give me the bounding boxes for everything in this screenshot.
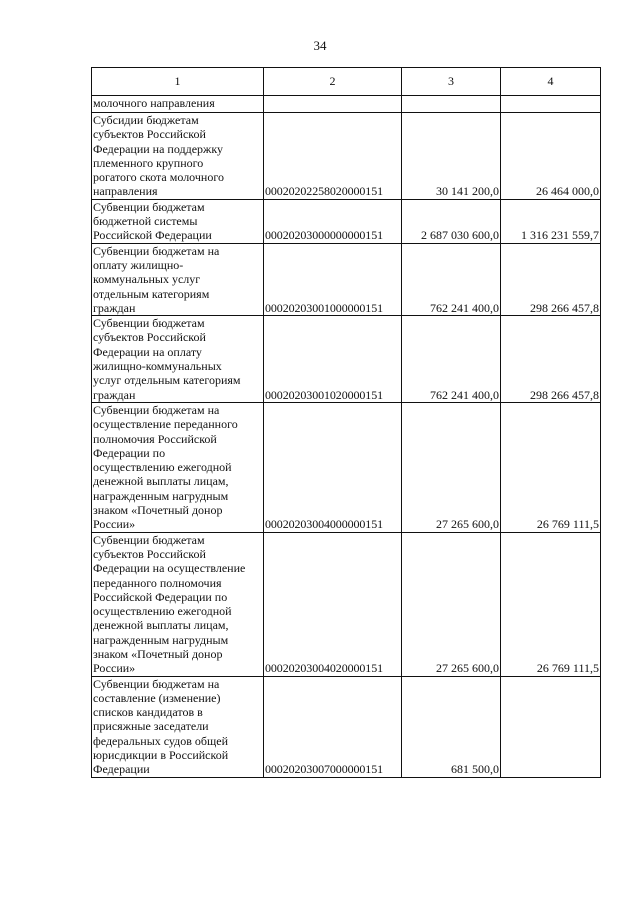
empty-cell [402, 96, 501, 113]
row-value-col4: 26 464 000,0 [501, 113, 601, 200]
row-value-col4: 298 266 457,8 [501, 243, 601, 315]
table-row [92, 316, 601, 403]
table-row [92, 676, 601, 777]
row-value-col3: 762 241 400,0 [402, 316, 501, 403]
budget-table [91, 67, 601, 778]
table-row [92, 402, 601, 532]
row-value-col3: 27 265 600,0 [402, 402, 501, 532]
row-code: 00020203000000000151 [264, 199, 402, 243]
column-header-2: 2 [264, 68, 402, 96]
row-code: 00020203001000000151 [264, 243, 402, 315]
row-value-col4 [501, 676, 601, 777]
row-value-col4: 26 769 111,5 [501, 402, 601, 532]
row-code: 00020203001020000151 [264, 316, 402, 403]
row-code: 00020203004000000151 [264, 402, 402, 532]
column-header-3: 3 [402, 68, 501, 96]
table-row [92, 243, 601, 315]
continuation-row [92, 96, 601, 113]
row-name: Субвенции бюджетам субъектов Российской Федерации на оплату жилищно-коммунальных услуг отдельным категориям граждан [92, 316, 264, 403]
table-row [92, 113, 601, 200]
empty-cell [501, 96, 601, 113]
row-name: Субвенции бюджетам на составление (изменение) списков кандидатов в присяжные заседатели федеральных судов общей юрисдикции в Российской Федерации [92, 676, 264, 777]
row-value-col3: 681 500,0 [402, 676, 501, 777]
column-header-1: 1 [92, 68, 264, 96]
row-code: 00020202258020000151 [264, 113, 402, 200]
column-header-4: 4 [501, 68, 601, 96]
row-name: Субсидии бюджетам субъектов Российской Федерации на поддержку племенного крупного рогатого скота молочного направления [92, 113, 264, 200]
page-number: 34 [313, 38, 327, 53]
row-value-col3: 30 141 200,0 [402, 113, 501, 200]
continuation-text: молочного направления [92, 96, 264, 113]
row-value-col3: 762 241 400,0 [402, 243, 501, 315]
row-code: 00020203007000000151 [264, 676, 402, 777]
row-name: Субвенции бюджетам на осуществление переданного полномочия Российской Федерации по осуществлению ежегодной денежной выплаты лицам, награжденным нагрудным знаком «Почетный донор России» [92, 402, 264, 532]
table-row [92, 199, 601, 243]
row-value-col3: 2 687 030 600,0 [402, 199, 501, 243]
row-name: Субвенции бюджетам на оплату жилищно- коммунальных услуг отдельным категориям граждан [92, 243, 264, 315]
header-row [92, 68, 601, 96]
table-row [92, 532, 601, 676]
row-name: Субвенции бюджетам бюджетной системы Российской Федерации [92, 199, 264, 243]
row-value-col4: 1 316 231 559,7 [501, 199, 601, 243]
row-value-col4: 26 769 111,5 [501, 532, 601, 676]
row-value-col4: 298 266 457,8 [501, 316, 601, 403]
row-code: 00020203004020000151 [264, 532, 402, 676]
row-value-col3: 27 265 600,0 [402, 532, 501, 676]
empty-cell [264, 96, 402, 113]
row-name: Субвенции бюджетам субъектов Российской Федерации на осуществление переданного полномочия Российской Федерации по осуществлению ежегодной денежной выплаты лицам, награжденным нагрудным знаком «Почетный донор России» [92, 532, 264, 676]
